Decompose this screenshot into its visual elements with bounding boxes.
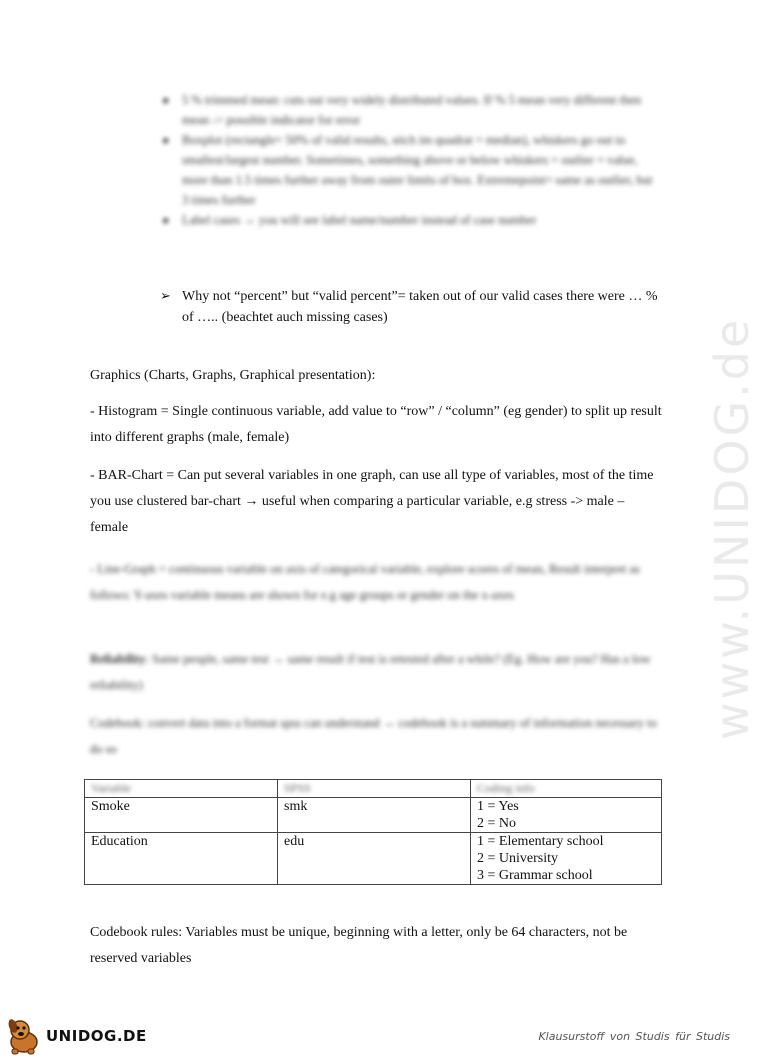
reliability-text: : Same people, same test → same result if test is retested after a while? (Eg. How are you? Has a low reliability) xyxy=(90,652,651,692)
reliability-paragraph xyxy=(90,646,665,698)
arrow-bullet-item xyxy=(160,286,660,328)
dog-mascot-icon xyxy=(2,1016,46,1056)
reliability-label: Reliability xyxy=(90,652,146,666)
header-spss: SPSS xyxy=(278,780,471,798)
table-row xyxy=(85,798,662,833)
logo-text: UNIDOG.DE xyxy=(46,1027,147,1045)
graphics-heading: Graphics (Charts, Graphs, Graphical presentation): xyxy=(90,368,376,383)
list-item: ● 5 % trimmed mean: cuts out very widely distributed values. If % 5 mean very different then mean -> possible indicator for error xyxy=(160,90,660,130)
codebook-table xyxy=(84,779,662,885)
bullet-icon: ● xyxy=(162,133,170,147)
top-bullet-list xyxy=(160,90,660,230)
histogram-paragraph: - Histogram = Single continuous variable, add value to “row” / “column” (eg gender) to split up result into different graphs (male, female) xyxy=(90,404,662,445)
cell-spss: smk xyxy=(278,798,471,833)
bullet-icon: ● xyxy=(162,93,170,107)
bullet-icon: ● xyxy=(162,213,170,227)
unidog-logo xyxy=(2,1016,152,1056)
header-variable: Variable xyxy=(85,780,278,798)
cell-variable: Smoke xyxy=(85,798,278,833)
codebook-rules-paragraph: Codebook rules: Variables must be unique, beginning with a letter, only be 64 characters, not be reserved variables xyxy=(90,925,628,966)
cell-spss: edu xyxy=(278,833,471,885)
table-header-row xyxy=(85,780,662,798)
arrow-bullet-text: Why not “percent” but “valid percent”= taken out of our valid cases there were … % of ….. (beachtet auch missing cases) xyxy=(182,289,658,325)
cell-variable: Education xyxy=(85,833,278,885)
footer-tagline: Klausurstoff von Studis für Studis xyxy=(538,1030,730,1043)
watermark: www.UNIDOG.de xyxy=(705,316,759,740)
arrowhead-bullet-icon: ➢ xyxy=(160,289,171,304)
list-item: ● Label cases → you will see label name/number instead of case number xyxy=(160,210,660,230)
table-row xyxy=(85,833,662,885)
cell-coding: 1 = Yes 2 = No xyxy=(471,798,662,833)
cell-coding: 1 = Elementary school 2 = University 3 = Grammar school xyxy=(471,833,662,885)
list-item: ● Boxplot (rectangle= 50% of valid results, stich im quadrat = median), whiskers go out to smallest/largest number. Sometimes, something above or below whiskers = outlier = value, more than 1.5 times further away from outer limits of box. Extremepoint= same as outlier, but 3 times further xyxy=(160,130,660,210)
line-graph-paragraph: - Line-Graph = continuous variable on axis of categorical variable, explore scores of mean, Result interpret as follows: Y-axes variable means are shown for e.g age groups or gender on the x-axes xyxy=(90,562,640,602)
codebook-intro-paragraph: Codebook: convert data into a format spss can understand → codebook is a summary of information necessary to do so xyxy=(90,716,657,756)
header-coding-info: Coding info xyxy=(471,780,662,798)
bar-chart-paragraph: - BAR-Chart = Can put several variables in one graph, can use all type of variables, most of the time you use clustered bar-chart → useful when comparing a particular variable, e.g stress -> male – female xyxy=(90,468,654,535)
